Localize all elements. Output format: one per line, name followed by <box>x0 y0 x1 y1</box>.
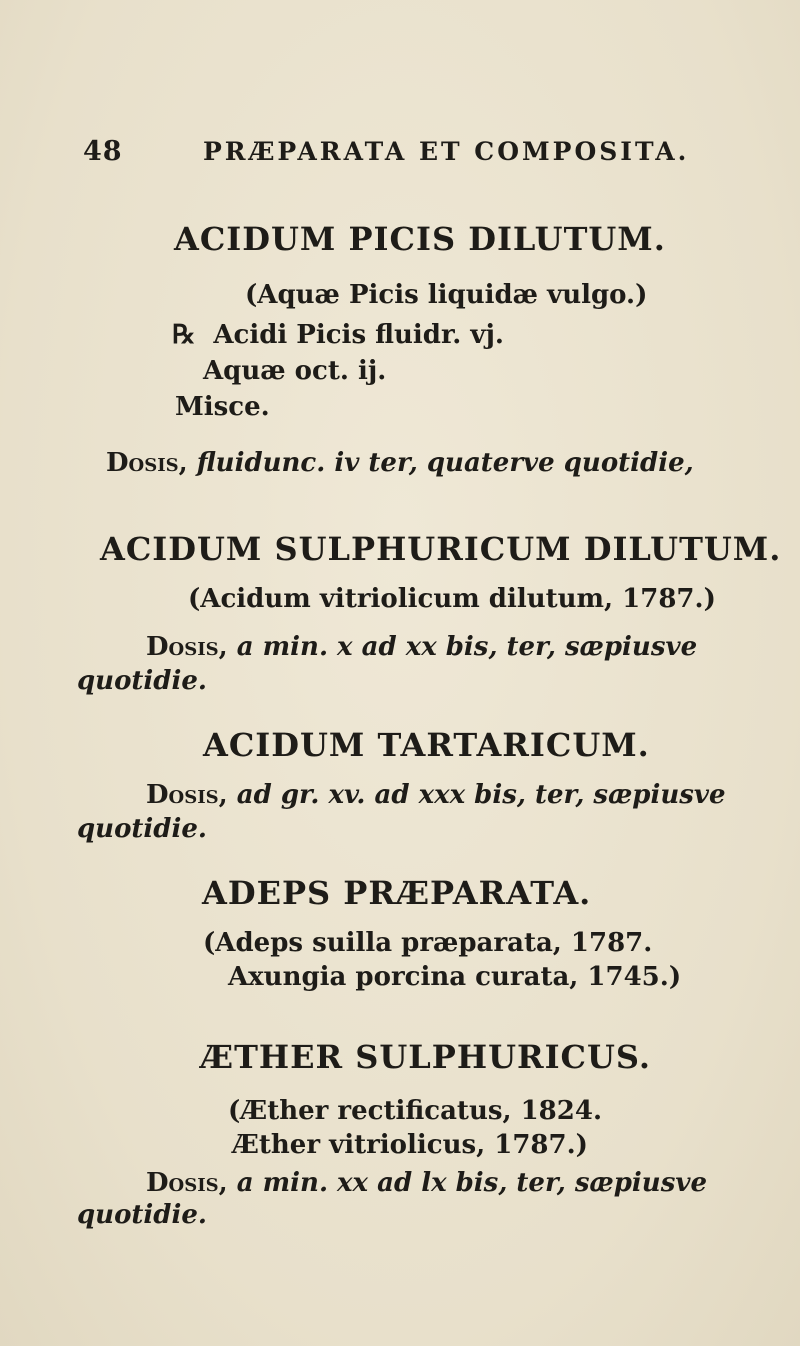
dose-label: Dosis, <box>146 1168 228 1198</box>
dose-label: Dosis, <box>146 632 228 662</box>
section-title-aether: ÆTHER SULPHURICUS. <box>200 1038 652 1076</box>
page-number: 48 <box>83 136 123 167</box>
ingredient-acidi-picis: Acidi Picis fluidr. vj. <box>213 320 504 350</box>
dose-continuation-aether: quotidie. <box>77 1200 207 1230</box>
synonym-text: (Aquæ Picis liquidæ vulgo.) <box>245 280 648 310</box>
dose-continuation-acidum-sulphuricum: quotidie. <box>77 666 207 696</box>
ingredient-line-1 <box>172 320 504 350</box>
recipe-symbol: ℞ <box>172 320 196 350</box>
dose-acidum-sulphuricum <box>146 632 697 662</box>
section-title-adeps: ADEPS PRÆPARATA. <box>202 874 592 912</box>
section-title-acidum-tartaricum: ACIDUM TARTARICUM. <box>203 726 650 764</box>
synonym-adeps-2: Axungia porcina curata, 1745.) <box>228 962 682 992</box>
section-title-acidum-picis: ACIDUM PICIS DILUTUM. <box>174 220 666 258</box>
synonym-aether-2: Æther vitriolicus, 1787.) <box>232 1130 588 1160</box>
synonym-aether-1: (Æther rectificatus, 1824. <box>228 1096 603 1126</box>
dose-label: Dosis, <box>106 448 188 478</box>
dose-acidum-picis <box>106 448 694 478</box>
instruction-misce: Misce. <box>175 392 270 422</box>
synonym-acidum-picis <box>245 280 647 310</box>
dose-label: Dosis, <box>146 780 228 810</box>
synonym-acidum-sulphuricum: (Acidum vitriolicum dilutum, 1787.) <box>188 584 716 614</box>
synonym-adeps-1: (Adeps suilla præparata, 1787. <box>203 928 653 958</box>
running-head-title: PRÆPARATA ET COMPOSITA. <box>203 137 690 166</box>
ingredient-aquae: Aquæ oct. ij. <box>203 356 387 386</box>
dose-continuation-acidum-tartaricum: quotidie. <box>77 814 207 844</box>
dose-acidum-tartaricum <box>146 780 726 810</box>
running-head <box>83 136 689 167</box>
dose-text: a min. x ad xx bis, ter, sæpiusve <box>236 632 698 662</box>
dose-text: fluidunc. iv ter, quaterve quotidie, <box>196 448 694 478</box>
dose-aether <box>146 1168 707 1198</box>
section-title-acidum-sulphuricum: ACIDUM SULPHURICUM DILUTUM. <box>100 530 782 568</box>
dose-text: a min. xx ad lx bis, ter, sæpiusve <box>236 1168 707 1198</box>
dose-text: ad gr. xv. ad xxx bis, ter, sæpiusve <box>236 780 726 810</box>
